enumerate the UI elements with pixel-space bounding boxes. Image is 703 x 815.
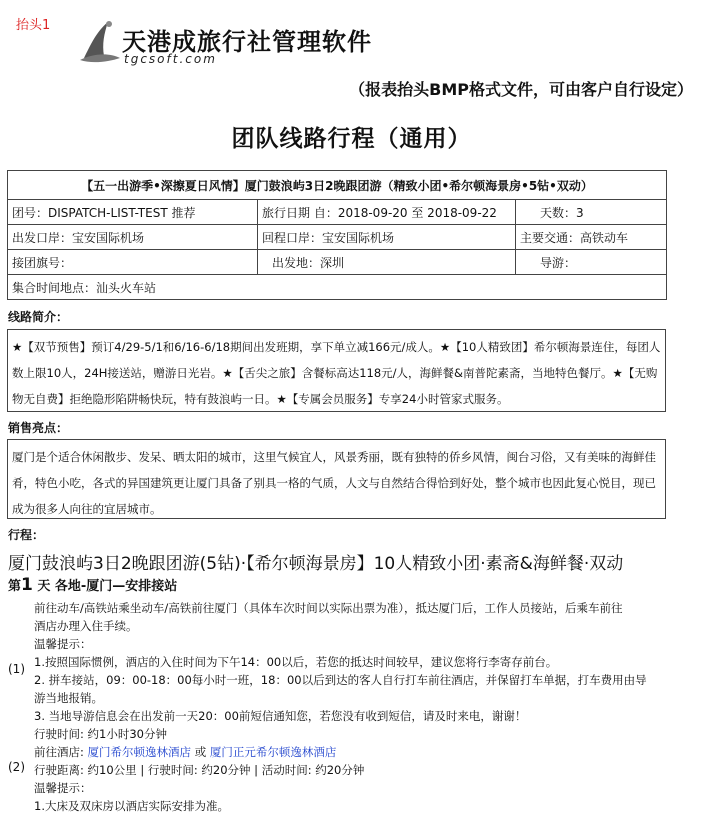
transport: 主要交通：高铁动车 [516,225,667,250]
brand-url: tgcsoft.com [124,52,217,66]
detail-line: 酒店办理入住手续。 [34,619,138,633]
tip-label: 温馨提示： [34,781,92,795]
itinerary-label: 行程： [8,528,45,542]
day-prefix: 第 [8,579,22,594]
item-number-1: (1) [8,662,25,676]
route-intro-label: 线路简介： [8,310,69,324]
travel-dates: 旅行日期 自：2018-09-20 至 2018-09-22 [258,200,516,225]
detail-line: 1.按照国际惯例，酒店的入住时间为下午14：00以后，若您的抵达时间较早，建议您将行李寄存前台。 [34,655,558,669]
sales-label: 销售亮点： [8,421,69,435]
day1-details [34,599,674,815]
header-note: （报表抬头BMP格式文件，可由客户自行设定） [349,80,693,99]
days: 天数：3 [516,200,667,225]
route-intro-text: ★【双节预售】预订4/29-5/1和6/16-6/18期间出发班期，享下单立减166元/成人。★【10人精致团】希尔顿海景连住，每团人数上限10人，24H接送站，赠游日光岩。★【舌尖之旅】含餐标高达118元/人，海鲜餐&南普陀素斋，当地特色餐厅。★【无购物无自费】拒绝隐形陷阱畅快玩，特有鼓浪屿一日。★【专属会员服务】专享24小时管家式服务。 [12,340,661,406]
hotel-prefix: 前往酒店: [34,745,84,759]
day-title: 天 各地-厦门—安排接站 [37,579,178,594]
detail-line: 游当地报销。 [34,691,103,705]
item-number-2: (2) [8,760,25,774]
depart-port: 出发口岸：宝安国际机场 [8,225,258,250]
detail-line: 行驶时间: 约1小时30分钟 [34,727,167,741]
detail-line: 温馨提示： [34,637,92,651]
header-mark: 抬头1 [16,18,51,33]
detail-line: 前往动车/高铁站乘坐动车/高铁前往厦门（具体车次时间以实际出票为准），抵达厦门后，工作人员接站，后乘车前往 [34,601,623,615]
logo-icon [78,18,122,64]
route-intro-box [7,329,666,412]
tip-line: 1.大床及双床房以酒店实际安排为准。 [34,799,229,813]
sales-text: 厦门是个适合休闲散步、发呆、晒太阳的城市，这里气候宜人，风景秀丽，既有独特的侨乡风情，闽台习俗，又有美味的海鲜佳肴，特色小吃，各式的异国建筑更让厦门具备了别具一格的气质，人文与自然结合得恰到好处，整个城市也因此复心悦目，现已成为很多人向往的宜居城市。 [12,450,656,516]
page-title: 团队线路行程（通用） [231,126,472,152]
hotel-link-b[interactable]: 厦门正元希尔顿逸林酒店 [209,745,337,759]
return-port: 回程口岸：宝安国际机场 [258,225,516,250]
detail-line: 3. 当地导游信息会在出发前一天20：00前短信通知您，若您没有收到短信，请及时来电，谢谢！ [34,709,527,723]
day-number: 1 [21,575,33,595]
flag-no: 接团旗号： [8,250,258,275]
meet-point: 集合时间地点：汕头火车站 [8,275,667,300]
guide: 导游： [516,250,667,275]
team-no: 团号：DISPATCH-LIST-TEST 推荐 [8,200,258,225]
hotel-link-a[interactable]: 厦门希尔顿逸林酒店 [87,745,192,759]
tour-info-table [7,170,667,300]
tour-title: 【五一出游季•深擦夏日风情】厦门鼓浪屿3日2晚跟团游（精致小团•希尔顿海景房•5钻•双动） [8,171,667,200]
detail-line: 2. 拼车接站，09：00-18：00每小时一班，18：00以后到达的客人自行打车前往酒店，并保留打车单据，打车费用由导 [34,673,647,687]
day-header [8,575,177,595]
hotel-line [34,743,674,761]
route-name: 厦门鼓浪屿3日2晚跟团游(5钻)·【希尔顿海景房】10人精致小团·素斋&海鲜餐·双动 [8,554,624,574]
brand-name: 天港成旅行社管理软件 [122,28,372,56]
drive-info: 行驶距离: 约10公里 | 行驶时间: 约20分钟 | 活动时间: 约20分钟 [34,763,365,777]
depart-place: 出发地：深圳 [258,250,516,275]
sales-box [7,439,666,519]
hotel-or: 或 [194,745,207,759]
